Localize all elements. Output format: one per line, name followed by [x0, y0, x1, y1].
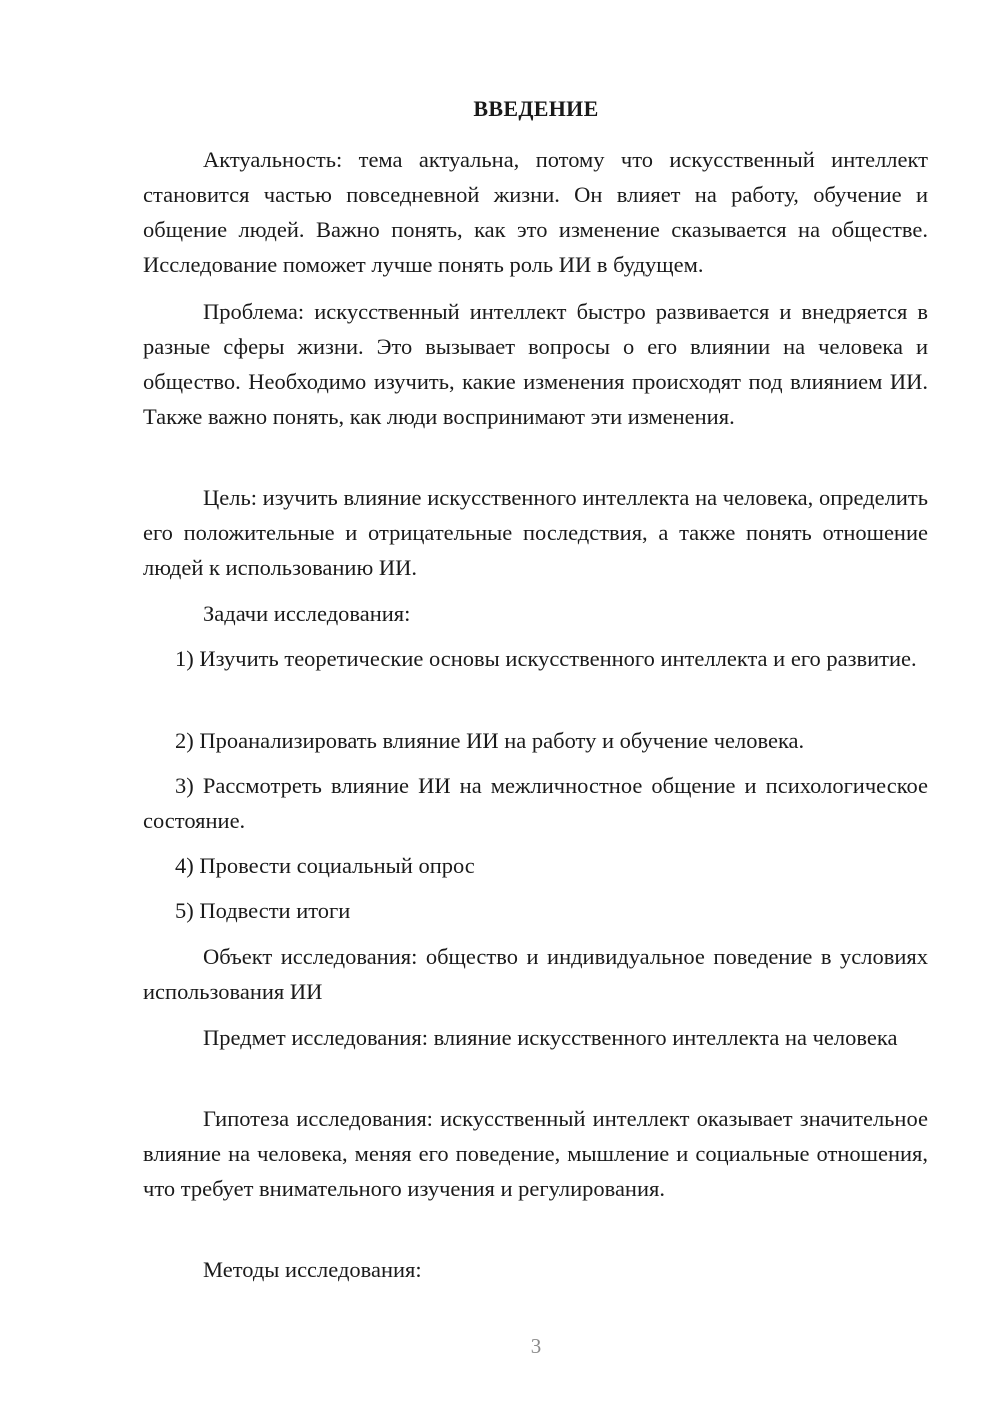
page-number: 3 — [530, 1334, 542, 1358]
paragraph-goal: Цель: изучить влияние искусственного интеллекта на человека, определить его положительные и отрицательные последствия, а также понять отношение людей к использованию ИИ. — [143, 485, 928, 580]
paragraph-object: Объект исследования: общество и индивидуальное поведение в условиях использования ИИ — [143, 944, 928, 1004]
task-item-1: 1) Изучить теоретические основы искусственного интеллекта и его развитие. — [175, 646, 917, 671]
task-item-4: 4) Провести социальный опрос — [175, 853, 475, 878]
paragraph-subject: Предмет исследования: влияние искусственного интеллекта на человека — [203, 1025, 898, 1050]
paragraph-relevance: Актуальность: тема актуальна, потому что искусственный интеллект становится частью повседневной жизни. Он влияет на работу, обучение и общение людей. Важно понять, как это изменение сказывается на обществе. Исследование поможет лучше понять роль ИИ в будущем. — [143, 147, 928, 277]
task-item-3: 3) Рассмотреть влияние ИИ на межличностное общение и психологическое состояние. — [143, 773, 928, 833]
task-item-5: 5) Подвести итоги — [175, 898, 351, 923]
paragraph-hypothesis: Гипотеза исследования: искусственный интеллект оказывает значительное влияние на человека, меняя его поведение, мышление и социальные отношения, что требует внимательного изучения и регулирования. — [143, 1106, 928, 1201]
task-item-2: 2) Проанализировать влияние ИИ на работу и обучение человека. — [175, 728, 805, 753]
methods-heading: Методы исследования: — [203, 1257, 422, 1282]
section-title: ВВЕДЕНИЕ — [473, 96, 599, 121]
paragraph-problem: Проблема: искусственный интеллект быстро развивается и внедряется в разные сферы жизни. Это вызывает вопросы о его влиянии на человека и общество. Необходимо изучить, какие изменения происходят под влиянием ИИ. Также важно понять, как люди воспринимают эти изменения. — [143, 299, 928, 429]
tasks-heading: Задачи исследования: — [203, 601, 411, 626]
